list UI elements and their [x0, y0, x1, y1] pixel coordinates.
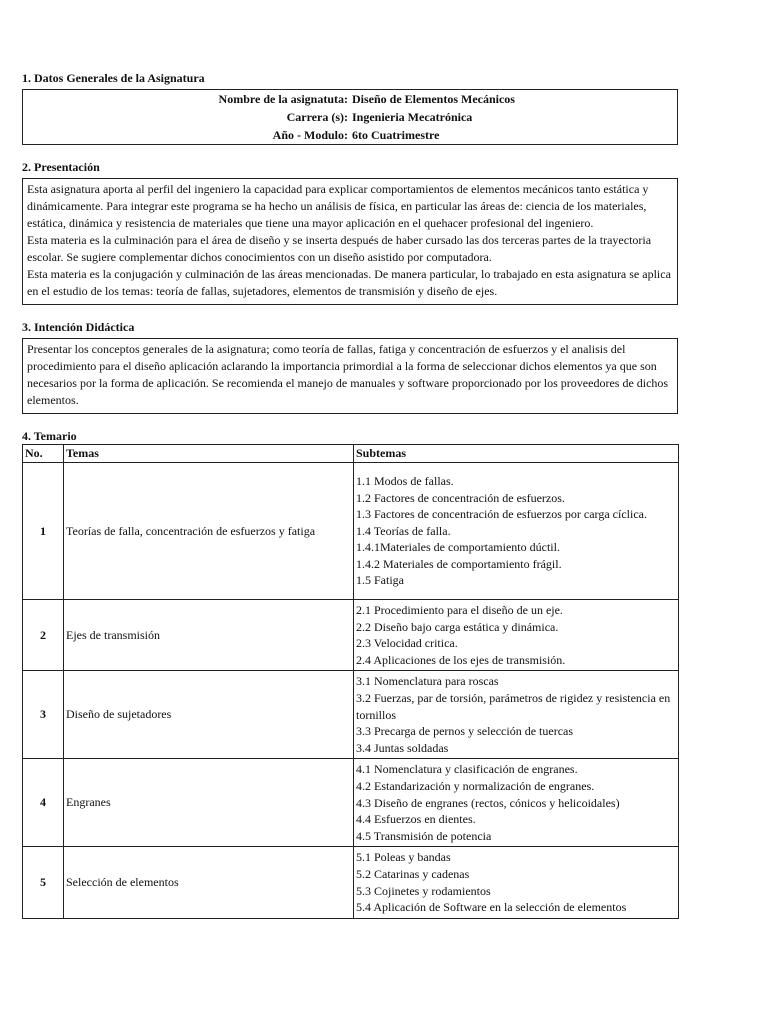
table-row [23, 847, 679, 918]
tema-title: Ejes de transmisión [64, 600, 354, 671]
subtema-item: 1.3 Factores de concentración de esfuerzos por carga cíclica. [356, 507, 647, 522]
datos-value: 6to Cuatrimestre [352, 128, 440, 142]
tema-title: Teorías de falla, concentración de esfuerzos y fatiga [64, 463, 354, 600]
subtemas-cell [354, 600, 679, 671]
tema-number: 3 [23, 671, 64, 759]
temario-header-row [23, 445, 679, 463]
datos-generales-box [22, 89, 678, 145]
subtema-item: 2.2 Diseño bajo carga estática y dinámica. [356, 619, 559, 634]
subtema-item: 5.3 Cojinetes y rodamientos [356, 883, 491, 898]
document-page [22, 70, 678, 919]
subtema-item: 4.3 Diseño de engranes (rectos, cónicos y helicoidales) [356, 795, 620, 810]
subtema-item: 2.4 Aplicaciones de los ejes de transmisión. [356, 652, 566, 667]
section-title-datos: 1. Datos Generales de la Asignatura [22, 71, 205, 85]
subtema-item: 4.5 Transmisión de potencia [356, 828, 492, 843]
subtema-item: 4.4 Esfuerzos en dientes. [356, 812, 476, 827]
section-title-presentacion: 2. Presentación [22, 160, 100, 174]
subtema-item: 3.3 Precarga de pernos y selección de tuercas [356, 724, 574, 739]
datos-row-anio [23, 126, 677, 144]
subtema-item: 1.2 Factores de concentración de esfuerzos. [356, 490, 565, 505]
subtema-item: 2.1 Procedimiento para el diseño de un eje. [356, 603, 563, 617]
tema-title: Engranes [64, 759, 354, 847]
subtema-item: 3.1 Nomenclatura para roscas [356, 674, 499, 689]
subtema-item: 5.2 Catarinas y cadenas [356, 866, 470, 881]
subtema-item: 2.3 Velocidad critica. [356, 636, 458, 651]
datos-value: Ingenieria Mecatrónica [352, 110, 473, 124]
subtema-item: 5.4 Aplicación de Software en la selección de elementos [356, 900, 627, 915]
temario-table [22, 444, 679, 919]
subtemas-cell [354, 671, 679, 759]
tema-number: 1 [23, 463, 64, 600]
section-title-intencion: 3. Intención Didáctica [22, 320, 135, 334]
tema-title: Diseño de sujetadores [64, 671, 354, 759]
subtema-item: 1.4.1Materiales de comportamiento dúctil. [356, 540, 560, 555]
subtemas-cell [354, 759, 679, 847]
subtema-item: 3.2 Fuerzas, par de torsión, parámetros de rigidez y resistencia en tornillos [356, 690, 671, 722]
subtema-item: 4.1 Nomenclatura y clasificación de engranes. [356, 762, 578, 777]
table-row [23, 671, 679, 759]
header-subtemas: Subtemas [354, 445, 679, 463]
datos-label: Año - Modulo: [272, 128, 348, 142]
table-row [23, 463, 679, 600]
subtema-item: 1.1 Modos de fallas. [356, 473, 454, 488]
subtemas-cell [354, 463, 679, 600]
datos-row-carrera [23, 108, 677, 126]
subtema-item: 3.4 Juntas soldadas [356, 740, 449, 755]
intencion-box [22, 338, 678, 414]
presentacion-paragraph: Esta materia es la conjugación y culminación de las áreas mencionadas. De manera particular, lo trabajado en esta asignatura se aplica en el estudio de los temas: teoría de fallas, sujetadores, elementos de transmisión y diseño de ejes. [27, 267, 671, 298]
datos-value: Diseño de Elementos Mecánicos [352, 92, 515, 106]
datos-row-nombre [23, 90, 677, 108]
header-temas: Temas [64, 445, 354, 463]
subtema-item: 5.1 Poleas y bandas [356, 850, 451, 865]
tema-number: 4 [23, 759, 64, 847]
tema-number: 2 [23, 600, 64, 671]
presentacion-paragraph: Esta asignatura aporta al perfil del ingeniero la capacidad para explicar comportamientos de elementos mecánicos tanto estática y dinámicamente. Para integrar este programa se ha hecho un análisis de física, en particular las áreas de: ciencia de los materiales, estática, dinámica y resistencia de materiales que tiene una mayor aplicación en el quehacer profesional del ingeniero. [27, 182, 649, 230]
datos-label: Carrera (s): [286, 110, 348, 124]
intencion-paragraph: Presentar los conceptos generales de la asignatura; como teoría de fallas, fatiga y concentración de esfuerzos y el analisis del procedimiento para el diseño aplicación aclarando la importancia primordial a la forma de seleccionar dichos elementos ya que son necesarios por la forma de aplicación. Se recomienda el manejo de manuales y software proporcionado por los proveedores de dichos elementos. [27, 342, 669, 407]
subtema-item: 1.5 Fatiga [356, 573, 404, 588]
tema-title: Selección de elementos [64, 847, 354, 918]
table-row [23, 600, 679, 671]
subtema-item: 1.4.2 Materiales de comportamiento frágil. [356, 556, 562, 571]
tema-number: 5 [23, 847, 64, 918]
subtemas-cell [354, 847, 679, 918]
header-no: No. [23, 445, 64, 463]
subtema-item: 1.4 Teorías de falla. [356, 523, 451, 538]
section-title-temario: 4. Temario [22, 429, 77, 443]
presentacion-paragraph: Esta materia es la culminación para el área de diseño y se inserta después de haber cursado las dos terceras partes de la trayectoria escolar. Se sugiere complementar dichos conocimientos con un diseño asistido por computadora. [27, 233, 652, 264]
subtema-item: 4.2 Estandarización y normalización de engranes. [356, 778, 595, 793]
presentacion-box [22, 178, 678, 305]
datos-label: Nombre de la asignatuta: [218, 92, 348, 106]
table-row [23, 759, 679, 847]
